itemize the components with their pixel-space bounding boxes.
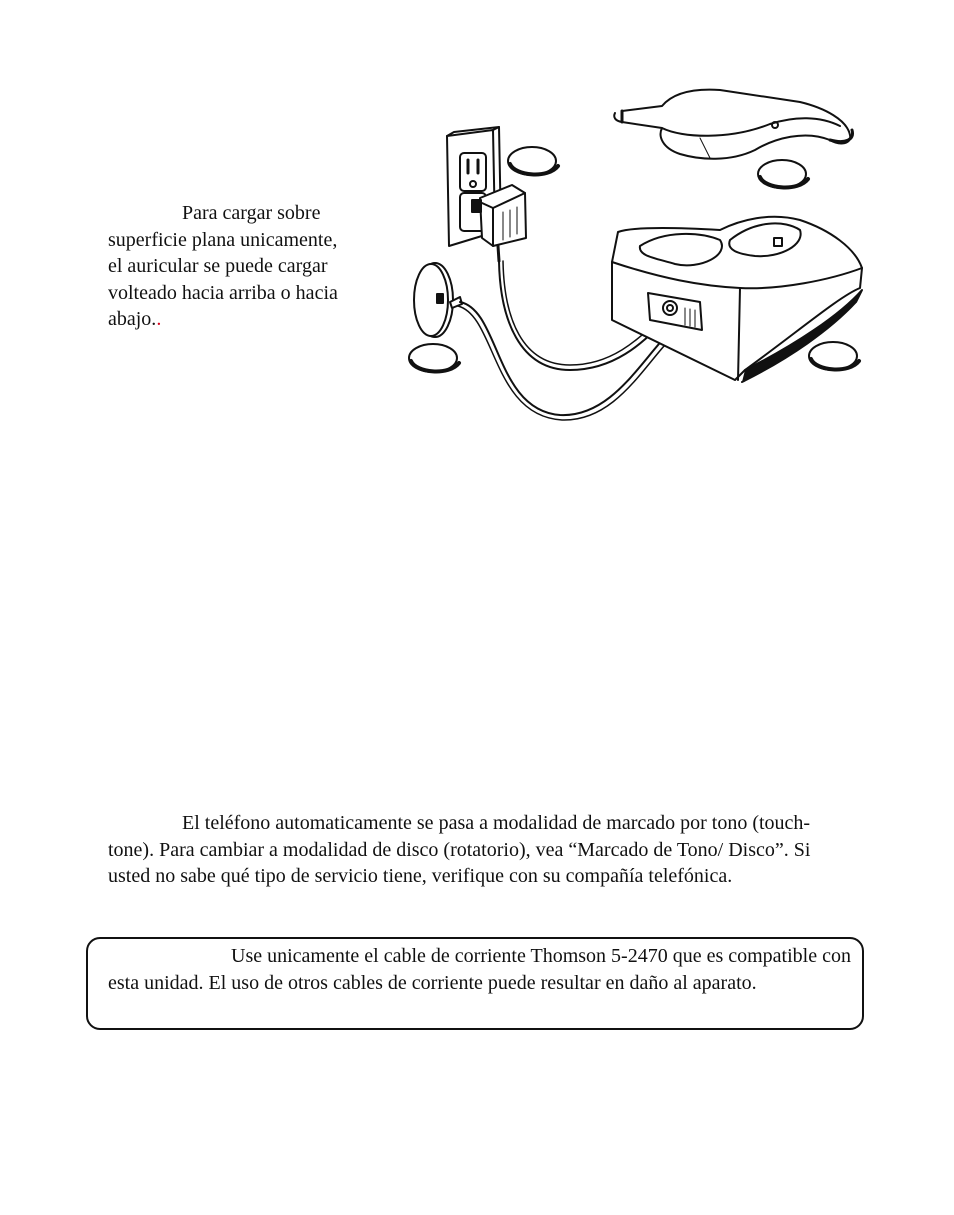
- charging-line-5: abajo.: [108, 308, 157, 330]
- charging-line-2: superficie plana unicamente,: [108, 228, 338, 251]
- charging-line-3: el auricular se puede cargar: [108, 255, 328, 277]
- caution-note-box: [86, 937, 864, 1030]
- charging-line-4: volteado hacia arriba o hacia: [108, 281, 338, 304]
- tone-dialing-text: El teléfono automaticamente se pasa a modalidad de marcado por tono (touch-tone). Para cambiar a modalidad de disco (rotatorio), vea “Marcado de Tono/ Disco”. Si usted no sabe qué tipo de servicio tiene, verifique con su compañía telefónica.: [108, 812, 811, 887]
- handset-icon: [614, 90, 852, 159]
- caution-note-paragraph: [108, 943, 858, 996]
- charging-line-1: Para cargar sobre: [182, 202, 321, 224]
- tone-dialing-paragraph: [108, 810, 848, 890]
- charging-instructions: [108, 200, 398, 333]
- wall-jack-icon: [414, 263, 462, 337]
- phone-installation-illustration: [400, 80, 870, 425]
- trailing-mark: .: [156, 308, 162, 330]
- caution-note-text: Use unicamente el cable de corriente Thomson 5-2470 que es compatible con esta unidad. El uso de otros cables de corriente puede resultar en daño al aparato.: [108, 945, 851, 994]
